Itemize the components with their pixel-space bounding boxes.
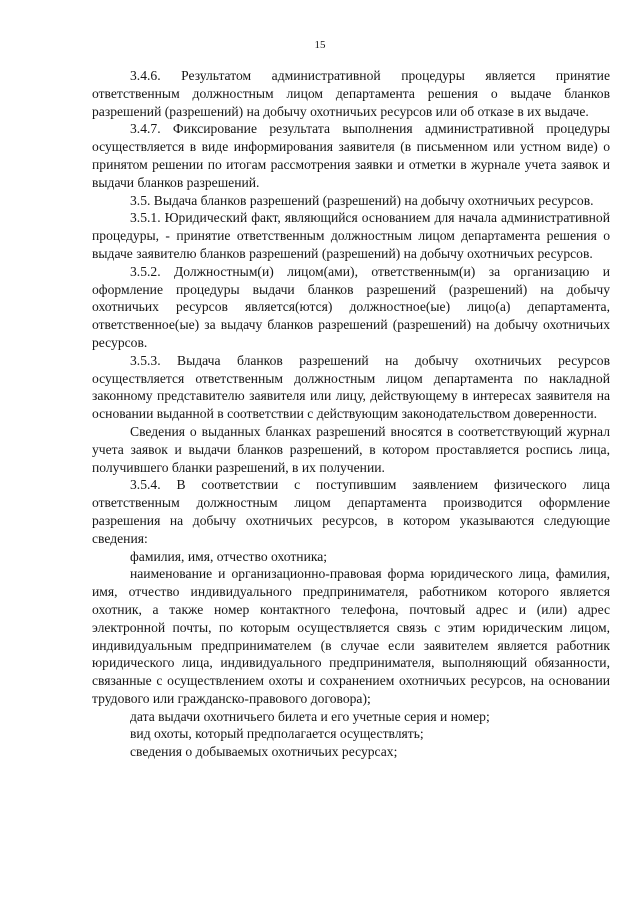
list-item-hunted-resources: сведения о добываемых охотничьих ресурсах; (130, 744, 398, 760)
document-body (92, 67, 610, 761)
list-item-hunting-ticket: дата выдачи охотничьего билета и его учетные серия и номер; (130, 708, 490, 724)
list-item-hunter-name: фамилия, имя, отчество охотника; (130, 548, 328, 564)
paragraph-3-5-3: 3.5.3. Выдача бланков разрешений на добычу охотничьих ресурсов осуществляется ответственным должностным лицом департамента по накладной законному представителю заявителя или лицу, действующему в интересах заявителя на основании выданной в соответствии с действующим законодательством доверенности. (92, 352, 610, 422)
paragraph-3-5-2: 3.5.2. Должностным(и) лицом(ами), ответственным(и) за организацию и оформление процедуры выдачи бланков разрешений (разрешений) на добычу охотничьих ресурсов является(ются) должностное(ые) лицо(а) департамента, ответственное(ые) за выдачу бланков разрешений (разрешений) на добычу охотничьих ресурсов. (92, 263, 610, 350)
list-item-hunting-type: вид охоты, который предполагается осуществлять; (130, 726, 424, 742)
paragraph-3-4-7: 3.4.7. Фиксирование результата выполнения административной процедуры осуществляется в виде информирования заявителя (в письменном или устном виде) о принятом решении по итогам рассмотрения заявки и отметки в журнале учета заявок и выдачи бланков разрешений. (92, 121, 610, 190)
paragraph-3-5-1: 3.5.1. Юридический факт, являющийся основанием для начала административной процедуры, - принятие ответственным должностным лицом департамента решения о выдаче заявителю бланков разрешений (разрешений) на добычу охотничьих ресурсов. (92, 210, 610, 261)
paragraph-issued-forms-info: Сведения о выданных бланках разрешений вносятся в соответствующий журнал учета заявок и выдачи бланков разрешений, в котором проставляется роспись лица, получившего бланки разрешений, в их получении. (92, 423, 610, 475)
page-number: 15 (314, 39, 326, 51)
paragraph-3-5-4: 3.5.4. В соответствии с поступившим заявлением физического лица ответственным должностным лицом департамента производится оформление разрешения на добычу охотничьих ресурсов, в котором указываются следующие сведения: (92, 477, 610, 546)
paragraph-3-5: 3.5. Выдача бланков разрешений (разрешений) на добычу охотничьих ресурсов. (130, 192, 594, 208)
list-item-legal-entity: наименование и организационно-правовая форма юридического лица, фамилия, имя, отчество индивидуального предпринимателя, работником которого является охотник, а также номер контактного телефона, почтовый адрес и (или) адрес электронной почты, по которым осуществляется связь с этим юридическим лицом, индивидуальным предпринимателем (в случае если заявителем является работник юридического лица, индивидуального предпринимателя, выполняющий обязанности, связанные с осуществлением охоты и сохранением охотничьих ресурсов, на основании трудового или гражданско-правового договора); (92, 566, 610, 706)
paragraph-3-4-6: 3.4.6. Результатом административной процедуры является принятие ответственным должностным лицом департамента решения о выдаче бланков разрешений (разрешений) на добычу охотничьих ресурсов или об отказе в их выдаче. (92, 68, 610, 119)
